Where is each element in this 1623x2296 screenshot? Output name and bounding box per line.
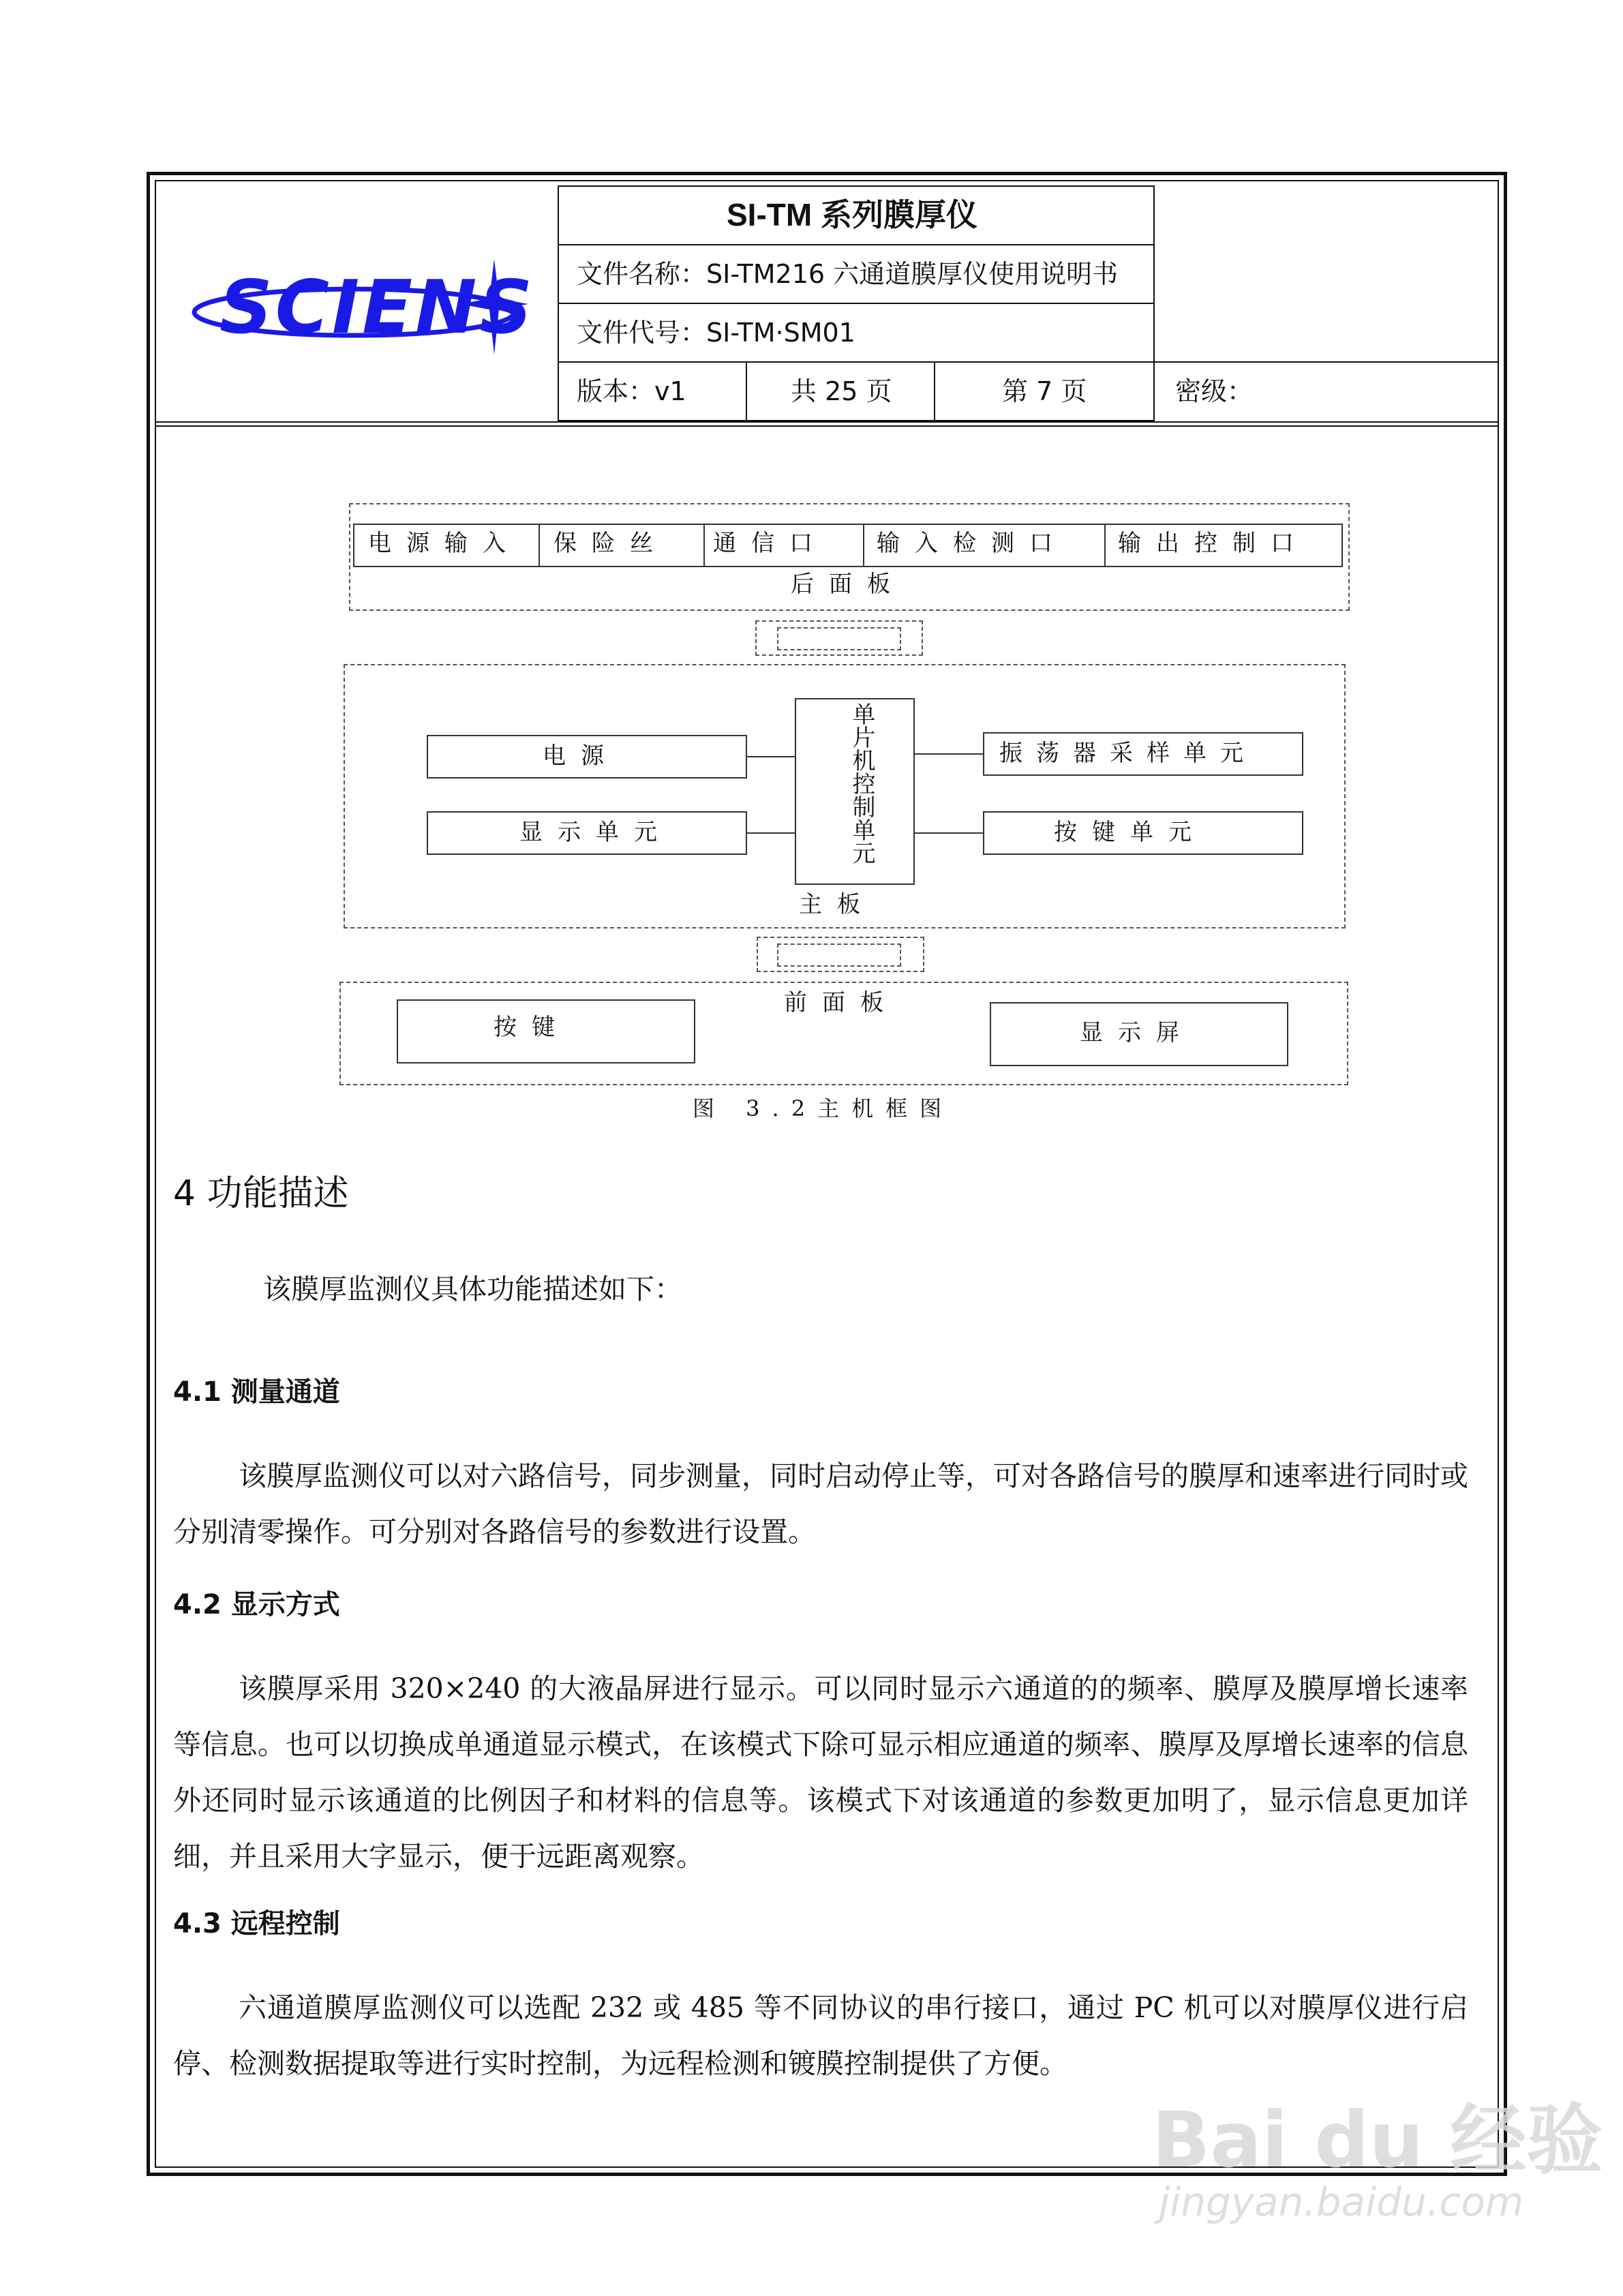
file-code: 文件代号：SI-TM·SM01 xyxy=(577,318,855,348)
rear-port-comm: 通信口 xyxy=(713,530,828,557)
figure-caption: 图 3.2主机框图 xyxy=(693,1096,954,1121)
rear-panel-label: 后面板 xyxy=(791,571,905,598)
section-4-2-heading: 4.2 显示方式 xyxy=(173,1589,340,1620)
mcu-label: 单片机控制单元 xyxy=(848,702,875,864)
key-unit-label: 按键单元 xyxy=(1054,819,1207,846)
sciens-logo xyxy=(184,245,536,368)
secrecy-level: 密级： xyxy=(1175,376,1254,406)
section-4-3-text: 六通道膜厚监测仪可以选配 232 或 485 等不同协议的串行接口，通过 PC 机可以对膜厚仪进行启停、检测数据提取等进行实时控制，为远程检测和镀膜控制提供了方便。 xyxy=(173,1991,1468,2080)
document-series-title: SI-TM 系列膜厚仪 xyxy=(727,197,977,232)
screen-label: 显示屏 xyxy=(1080,1019,1194,1046)
total-pages: 共 25 页 xyxy=(791,376,892,406)
rear-port-divider xyxy=(863,524,864,567)
rear-port-power-input: 电源输入 xyxy=(368,530,521,557)
link-mcu-oscillator xyxy=(915,753,983,755)
watermark-url: jingyan.baidu.com xyxy=(1159,2179,1524,2225)
connector-rear-main-inner xyxy=(777,627,901,650)
section-4-1-heading: 4.1 测量通道 xyxy=(173,1376,340,1408)
display-unit-label: 显示单元 xyxy=(519,819,672,846)
version: 版本：v1 xyxy=(577,376,686,406)
section-4-3-heading: 4.3 远程控制 xyxy=(173,1908,340,1939)
rear-port-divider xyxy=(539,524,540,567)
link-mcu-keys xyxy=(915,832,983,834)
header-row-line-1 xyxy=(558,244,1155,245)
rear-port-fuse: 保险丝 xyxy=(553,530,668,557)
header-row-line-2 xyxy=(558,303,1155,304)
connector-main-front-inner xyxy=(777,943,901,967)
header-bottom-line-2 xyxy=(155,425,1499,427)
page-number: 第 7 页 xyxy=(1002,376,1087,406)
rear-port-input-detect: 输入检测口 xyxy=(877,530,1067,557)
header-row-line-3 xyxy=(558,361,1499,363)
file-name: 文件名称：SI-TM216 六通道膜厚仪使用说明书 xyxy=(577,259,1119,289)
section-4-1-text: 该膜厚监测仪可以对六路信号，同步测量，同时启动停止等，可对各路信号的膜厚和速率进行同时或分别清零操作。可分别对各路信号的参数进行设置。 xyxy=(173,1460,1468,1548)
link-power-mcu xyxy=(747,756,795,757)
link-display-mcu xyxy=(747,832,795,834)
logo-text: SCIENS xyxy=(219,265,536,350)
oscillator-label: 振荡器采样单元 xyxy=(999,740,1257,767)
power-label: 电源 xyxy=(543,742,619,770)
header-col-line-2 xyxy=(934,361,935,421)
keys-label: 按键 xyxy=(494,1014,570,1041)
header-bottom-line xyxy=(155,421,1499,423)
section-4-heading: 4 功能描述 xyxy=(173,1173,349,1214)
section-4-intro: 该膜厚监测仪具体功能描述如下： xyxy=(263,1273,682,1305)
header-col-line-1 xyxy=(746,361,747,421)
rear-port-divider xyxy=(1104,524,1106,567)
watermark-brand: Bai du 经验 xyxy=(1152,2096,1603,2185)
rear-port-divider xyxy=(703,524,705,567)
front-panel-label: 前面板 xyxy=(784,989,898,1016)
rear-port-output-control: 输出控制口 xyxy=(1118,530,1309,557)
section-4-2-text: 该膜厚采用 320×240 的大液晶屏进行显示。可以同时显示六通道的的频率、膜厚及膜厚增长速率等信息。也可以切换成单通道显示模式，在该模式下除可显示相应通道的频率、膜厚及厚增长速率的信息外还同时显示该通道的比例因子和材料的信息等。该模式下对该通道的参数更加明了，显示信息更加详细，并且采用大字显示，便于远距离观察。 xyxy=(173,1672,1468,1873)
main-board-label: 主板 xyxy=(799,891,875,918)
